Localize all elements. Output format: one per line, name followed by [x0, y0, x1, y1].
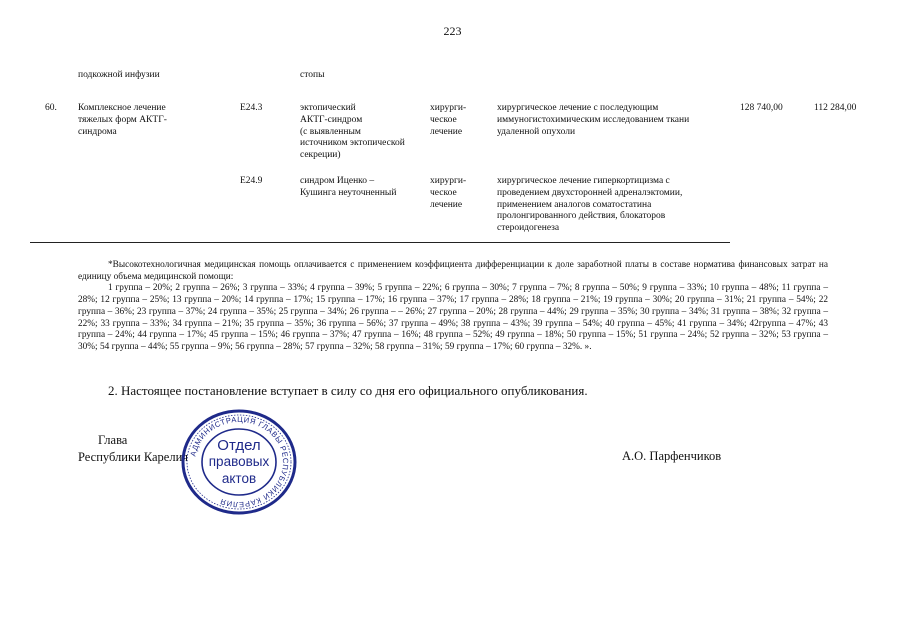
signatory-title: Глава Республики Карелия [78, 433, 189, 464]
treatment-type: хирурги- ческое лечение [430, 176, 467, 210]
signatory-name: А.О. Парфенчиков [622, 449, 722, 463]
table-bottom-rule [30, 242, 730, 243]
decree-paragraph: 2. Настоящее постановление вступает в силу со дня его официального опубликования. [108, 383, 588, 398]
footnote-intro: *Высокотехнологичная медицинская помощь оплачивается с применением коэффициента дифференциации к доле заработной платы в составе норматива финансовых затрат на единицу объема медицинской помощи: [78, 260, 828, 282]
cost-price: 112 284,00 [814, 103, 857, 113]
page-number: 223 [443, 24, 462, 38]
treatment-method: хирургическое лечение гиперкортицизма с проведением двухсторонней адреналэктомии, применением аналогов соматостатина пролонгированного действия, блокаторов стероидогенеза [497, 176, 683, 234]
patient-model: эктопический АКТГ-синдром (с выявленным источником эктопической секреции) [300, 103, 405, 161]
row-number: 60. [45, 103, 57, 113]
treatment-type: хирурги- ческое лечение [430, 103, 467, 137]
icd-code: E24.9 [240, 176, 263, 186]
continuation-name: подкожной инфузии [78, 70, 160, 80]
seal-line: Отдел [217, 437, 261, 454]
footnote [78, 260, 828, 354]
continuation-model: стопы [300, 70, 325, 80]
cost-norm: 128 740,00 [740, 103, 783, 113]
official-seal-stamp [180, 408, 298, 516]
seal-line: правовых [208, 454, 270, 469]
footnote-groups: 1 группа – 20%; 2 группа – 26%; 3 группа – 33%; 4 группа – 39%; 5 группа – 22%; 6 группа – 30%; 7 группа – 7%; 8 группа – 50%; 9 группа – 33%; 10 группа – 48%; 11 группа – 28%; 12 группа – 25%; 13 группа – 20%; 14 группа – 17%; 15 группа – 17%; 16 группа – 37%; 17 группа – 28%; 18 группа – 21%; 19 группа – 30%; 20 группа – 31%; 21 группа – 54%; 22 группа – 36%; 23 группа – 37%; 24 группа – 35%; 25 группа – 34%; 26 группа – – 26%; 27 группа – 20%; 28 группа – 44%; 29 группа – 35%; 30 группа – 34%; 31 группа – 38%; 32 группа – 22%; 33 группа – 33%; 34 группа – 21%; 35 группа – 35%; 36 группа – 56%; 37 группа – 49%; 38 группа – 43%; 39 группа – 54%; 40 группа – 45%; 41 группа – 34%; 42группа – 47%; 43 группа – 24%; 44 группа – 17%; 45 группа – 15%; 46 группа – 37%; 47 группа – 16%; 48 группа – 52%; 49 группа – 18%; 50 группа – 15%; 51 группа – 24%; 52 группа – 32%; 53 группа – 30%; 54 группа – 44%; 55 группа – 9%; 56 группа – 28%; 57 группа – 32%; 58 группа – 31%; 59 группа – 17%; 60 группа – 32%. ». [78, 283, 828, 352]
icd-code: E24.3 [240, 103, 263, 113]
seal-ring-text: АДМИНИСТРАЦИЯ ГЛАВЫ РЕСПУБЛИКИ КАРЕЛИЯ [188, 414, 291, 510]
seal-line: актов [221, 471, 257, 486]
treatment-method: хирургическое лечение с последующим иммуногистохимическим исследованием ткани удаленной опухоли [497, 103, 690, 137]
patient-model: синдром Иценко – Кушинга неуточненный [300, 176, 397, 198]
procedure-name: Комплексное лечение тяжелых форм АКТГ- синдрома [78, 103, 167, 137]
